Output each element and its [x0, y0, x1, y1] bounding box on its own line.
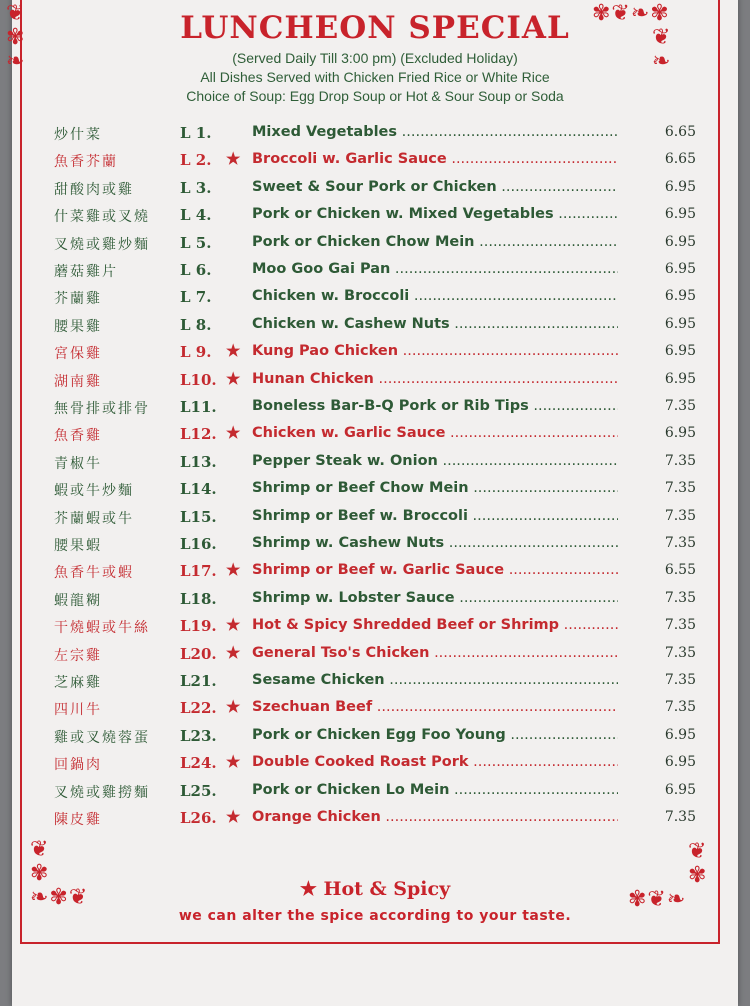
item-code: L22. [180, 699, 217, 718]
item-chinese-name: 蝦龍糊 [54, 592, 102, 609]
item-name: Pepper Steak w. Onion ..... [252, 453, 618, 469]
item-price: 6.95 [664, 233, 696, 250]
menu-item [40, 341, 700, 365]
item-name: Pork or Chicken Chow Mein ..... [252, 234, 618, 250]
item-name: Orange Chicken ..... [252, 809, 618, 825]
item-chinese-name: 腰果雞 [54, 318, 102, 335]
item-code: L 9. [180, 343, 212, 362]
menu-item [40, 670, 700, 694]
hot-star-icon: ★ [226, 754, 241, 772]
corner-ornament-top-left: ❦ ✾ ❧ [6, 1, 26, 74]
corner-ornament-top-right: ✾❦❧✾ ❦ ❧ [592, 1, 672, 74]
menu-item [40, 423, 700, 447]
item-price: 6.95 [664, 781, 696, 798]
item-code: L10. [180, 370, 217, 389]
item-price: 6.95 [664, 726, 696, 743]
item-chinese-name: 什菜雞或叉燒 [54, 209, 150, 226]
item-price: 6.95 [664, 178, 696, 195]
menu-item [40, 533, 700, 557]
menu-item [40, 615, 700, 639]
item-price: 7.35 [664, 589, 696, 606]
item-name: Pork or Chicken w. Mixed Vegetables ..... [252, 206, 618, 222]
item-code: L 3. [180, 178, 212, 197]
item-code: L19. [180, 617, 217, 636]
item-name: Mixed Vegetables ..... [252, 124, 618, 140]
item-chinese-name: 雞或叉燒蓉蛋 [54, 729, 150, 746]
item-code: L24. [180, 754, 217, 773]
menu-item [40, 752, 700, 776]
item-code: L 4. [180, 206, 212, 225]
item-name: Sweet & Sour Pork or Chicken ..... [252, 179, 618, 195]
item-code: L 6. [180, 261, 212, 279]
item-price: 6.95 [664, 315, 696, 332]
item-price: 6.95 [664, 288, 696, 305]
item-chinese-name: 叉燒或雞撈麵 [54, 784, 150, 801]
item-chinese-name: 青椒牛 [54, 455, 102, 472]
item-code: L25. [180, 781, 217, 800]
item-name: General Tso's Chicken ..... [252, 645, 618, 661]
item-chinese-name: 腰果蝦 [54, 538, 102, 554]
item-chinese-name: 叉燒或雞炒麵 [54, 236, 150, 253]
item-price: 6.95 [664, 425, 696, 442]
item-name: Szechuan Beef ..... [252, 699, 618, 715]
item-name: Sesame Chicken ..... [252, 672, 618, 688]
item-name: Kung Pao Chicken ..... [252, 343, 618, 359]
hot-spicy-legend: ★ Hot & Spicy [299, 878, 451, 900]
menu-item [40, 807, 700, 831]
item-chinese-name: 炒什菜 [54, 127, 102, 143]
item-code: L 8. [180, 315, 212, 334]
item-chinese-name: 芥蘭蝦或牛 [54, 510, 134, 527]
menu-item [40, 560, 700, 584]
item-chinese-name: 湖南雞 [54, 373, 102, 390]
item-code: L20. [180, 644, 217, 663]
item-name: Hunan Chicken ..... [252, 371, 618, 387]
item-chinese-name: 無骨排或排骨 [54, 401, 150, 417]
item-chinese-name: 陳皮雞 [54, 812, 102, 828]
item-chinese-name: 蘑菇雞片 [54, 264, 118, 280]
item-chinese-name: 蝦或牛炒麵 [54, 483, 134, 500]
item-chinese-name: 干燒蝦或牛絲 [54, 620, 150, 637]
menu-item [40, 506, 700, 530]
item-price: 7.35 [664, 809, 696, 825]
item-price: 7.35 [664, 672, 696, 688]
menu-item [40, 204, 700, 228]
item-name: Chicken w. Garlic Sauce ..... [252, 425, 618, 441]
menu-item [40, 177, 700, 201]
item-code: L15. [180, 507, 217, 526]
hot-star-icon: ★ [226, 809, 241, 826]
item-price: 6.95 [664, 206, 696, 223]
hot-star-icon: ★ [226, 425, 241, 443]
menu-item [40, 588, 700, 612]
item-code: L11. [180, 398, 217, 416]
hot-star-icon: ★ [226, 562, 241, 580]
item-code: L13. [180, 452, 217, 471]
spice-note: we can alter the spice according to your taste. [178, 908, 572, 924]
item-chinese-name: 宮保雞 [54, 346, 102, 363]
item-chinese-name: 左宗雞 [54, 647, 102, 664]
item-price: 7.35 [664, 535, 696, 551]
menu-item [40, 396, 700, 420]
item-name: Boneless Bar-B-Q Pork or Rib Tips ..... [252, 398, 618, 414]
item-name: Shrimp or Beef Chow Mein ..... [252, 480, 618, 496]
item-price: 7.35 [664, 617, 696, 634]
item-name: Shrimp or Beef w. Broccoli ..... [252, 508, 618, 524]
item-chinese-name: 甜酸肉或雞 [54, 181, 134, 198]
menu-item [40, 780, 700, 804]
item-price: 7.35 [664, 480, 696, 497]
item-code: L17. [180, 562, 217, 581]
item-name: Chicken w. Broccoli ..... [252, 288, 618, 304]
item-price: 7.35 [664, 644, 696, 661]
item-name: Broccoli w. Garlic Sauce ..... [252, 151, 618, 167]
served-hours-note: (Served Daily Till 3:00 pm) (Excluded Holiday) [232, 50, 518, 66]
item-code: L21. [180, 672, 217, 690]
hot-star-icon: ★ [226, 370, 241, 388]
soup-note: Choice of Soup: Egg Drop Soup or Hot & Sour Soup or Soda [186, 88, 564, 104]
item-code: L12. [180, 425, 217, 444]
hot-star-icon: ★ [226, 699, 241, 717]
hot-star-icon: ★ [226, 151, 241, 169]
item-code: L14. [180, 480, 217, 499]
menu-item [40, 122, 700, 146]
item-name: Hot & Spicy Shredded Beef or Shrimp ..... [252, 617, 618, 633]
item-chinese-name: 魚香牛或蝦 [54, 565, 134, 582]
corner-ornament-bottom-right: ❦ ✾ ✾❦❧ [628, 839, 708, 912]
menu-item [40, 369, 700, 393]
item-price: 7.35 [664, 398, 696, 414]
menu-title: LUNCHEON SPECIAL [180, 10, 570, 46]
menu-item [40, 697, 700, 721]
item-code: L 2. [180, 151, 212, 170]
item-price: 7.35 [664, 507, 696, 524]
menu-item [40, 286, 700, 310]
menu-item [40, 478, 700, 502]
menu-item [40, 232, 700, 256]
item-code: L 5. [180, 233, 212, 252]
rice-note: All Dishes Served with Chicken Fried Rice or White Rice [200, 69, 550, 85]
hot-star-icon: ★ [226, 644, 241, 662]
menu-item [40, 149, 700, 173]
item-chinese-name: 魚香雞 [54, 428, 102, 445]
item-code: L18. [180, 589, 217, 608]
item-name: Shrimp w. Cashew Nuts ..... [252, 535, 618, 551]
item-name: Pork or Chicken Egg Foo Young ..... [252, 727, 618, 743]
item-code: L16. [180, 535, 217, 553]
item-chinese-name: 回鍋肉 [54, 757, 102, 774]
item-name: Moo Goo Gai Pan ..... [252, 261, 618, 277]
menu-item [40, 259, 700, 283]
menu-item [40, 314, 700, 338]
item-name: Shrimp w. Lobster Sauce ..... [252, 590, 618, 606]
item-price: 6.95 [664, 370, 696, 387]
menu-item [40, 643, 700, 667]
item-name: Chicken w. Cashew Nuts ..... [252, 316, 618, 332]
corner-ornament-bottom-left: ❦ ✾ ❧✾❦ [30, 837, 89, 910]
hot-star-icon: ★ [226, 343, 241, 361]
item-chinese-name: 四川牛 [54, 702, 102, 719]
menu-item [40, 451, 700, 475]
item-price: 6.65 [664, 151, 696, 168]
item-price: 6.65 [664, 124, 696, 140]
item-price: 6.95 [664, 343, 696, 360]
item-chinese-name: 芥蘭雞 [54, 291, 102, 308]
item-price: 6.55 [664, 562, 696, 579]
menu-item [40, 725, 700, 749]
item-chinese-name: 魚香芥蘭 [54, 154, 118, 171]
item-code: L26. [180, 809, 217, 827]
item-name: Shrimp or Beef w. Garlic Sauce ..... [252, 562, 618, 578]
item-price: 6.95 [664, 261, 696, 277]
item-price: 7.35 [664, 699, 696, 716]
hot-star-icon: ★ [226, 617, 241, 635]
item-price: 6.95 [664, 754, 696, 771]
item-name: Double Cooked Roast Pork ..... [252, 754, 618, 770]
item-code: L 7. [180, 288, 212, 307]
item-price: 7.35 [664, 452, 696, 469]
item-chinese-name: 芝麻雞 [54, 675, 102, 691]
item-name: Pork or Chicken Lo Mein ..... [252, 782, 618, 798]
item-code: L23. [180, 726, 217, 745]
item-code: L 1. [180, 124, 212, 142]
